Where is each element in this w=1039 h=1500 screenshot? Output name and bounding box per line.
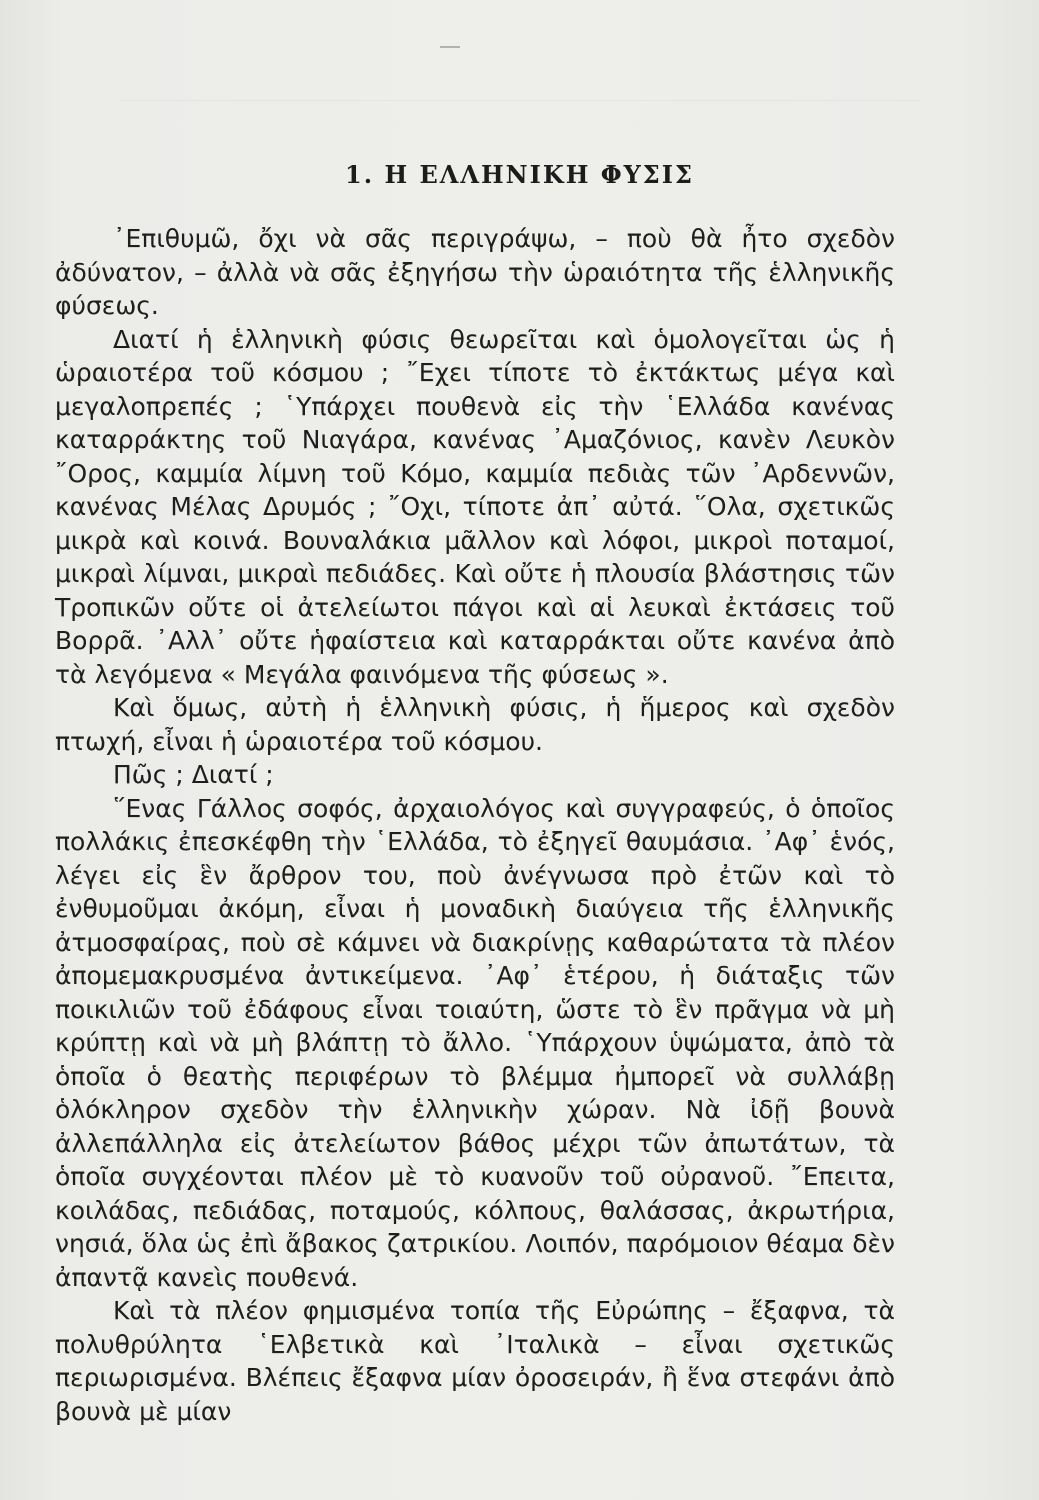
chapter-title: 1. Η ΕΛΛΗΝΙΚΗ ΦΥΣΙΣ [345,160,694,189]
bleed-through-mark [440,46,460,48]
bleed-through-header [120,60,920,101]
paragraph: Καὶ ὅμως, αὐτὴ ἡ ἑλληνικὴ φύσις, ἡ ἥμερος καὶ σχεδὸν πτωχή, εἶναι ἡ ὡραιοτέρα τοῦ κόσμου. [55,693,895,756]
paragraph: ῞Ενας Γάλλος σοφός, ἀρχαιολόγος καὶ συγγραφεύς, ὁ ὁποῖος πολλάκις ἐπεσκέφθη τὴν ῾Ελλάδα, τὸ ἐξηγεῖ θαυμάσια. ᾿Αφ᾿ ἑνός, λέγει εἰς ἓν ἄρθρον του, ποὺ ἀνέγνωσα πρὸ ἐτῶν καὶ τὸ ἐνθυμοῦμαι ἀκόμη, εἶναι ἡ μοναδικὴ διαύγεια τῆς ἑλληνικῆς ἀτμοσφαίρας, ποὺ σὲ κάμνει νὰ διακρίνῃς καθαρώτατα τὰ πλέον ἀπομεμακρυσμένα ἀντικείμενα. ᾿Αφ᾿ ἑτέρου, ἡ διάταξις τῶν ποικιλιῶν τοῦ ἐδάφους εἶναι τοιαύτη, ὥστε τὸ ἓν πρᾶγμα νὰ μὴ κρύπτῃ καὶ νὰ μὴ βλάπτῃ τὸ ἄλλο. ῾Υπάρχουν ὑψώματα, ἀπὸ τὰ ὁποῖα ὁ θεατὴς περιφέρων τὸ βλέμμα ἠμπορεῖ νὰ συλλάβῃ ὁλόκληρον σχεδὸν τὴν ἑλληνικὴν χώραν. Νὰ ἰδῇ βουνὰ ἀλλεπάλληλα εἰς ἀτελείωτον βάθος μέχρι τῶν ἀπωτάτων, τὰ ὁποῖα συγχέονται πλέον μὲ τὸ κυανοῦν τοῦ οὐρανοῦ. ῎Επειτα, κοιλάδας, πεδιάδας, ποταμούς, κόλπους, θαλάσσας, ἀκρωτήρια, νησιά, ὅλα ὡς ἐπὶ ἄβακος ζατρικίου. Λοιπόν, παρόμοιον θέαμα δὲν ἀπαντᾷ κανεὶς πουθενά. [55,793,895,1292]
paragraph: Διατί ἡ ἑλληνικὴ φύσις θεωρεῖται καὶ ὁμολογεῖται ὡς ἡ ὡραιοτέρα τοῦ κόσμου ; ῎Εχει τίποτε τὸ ἐκτάκτως μέγα καὶ μεγαλοπρεπές ; ῾Υπάρχει πουθενὰ εἰς τὴν ῾Ελλάδα κανένας καταρράκτης τοῦ Νιαγάρα, κανένας ᾿Αμαζόνιος, κανὲν Λευκὸν ῎Ορος, καμμία λίμνη τοῦ Κόμο, καμμία πεδιὰς τῶν ᾿Αρδεννῶν, κανένας Μέλας Δρυμός ; ῎Οχι, τίποτε ἀπ᾿ αὐτά. ῞Ολα, σχετικῶς μικρὰ καὶ κοινά. Βουναλάκια μᾶλλον καὶ λόφοι, μικροὶ ποταμοί, μικραὶ λίμναι, μικραὶ πεδιάδες. Καὶ οὔτε ἡ πλουσία βλάστησις τῶν Τροπικῶν οὔτε οἱ ἀτελείωτοι πάγοι καὶ αἱ λευκαὶ ἐκτάσεις τοῦ Βορρᾶ. ᾿Αλλ᾿ οὔτε ἡφαίστεια καὶ καταρράκται οὔτε κανένα ἀπὸ τὰ λεγόμενα « Μεγάλα φαινόμενα τῆς φύσεως ». [55,324,895,689]
paragraph: ᾿Επιθυμῶ, ὄχι νὰ σᾶς περιγράψω, – ποὺ θὰ ἦτο σχεδὸν ἀδύνατον, – ἀλλὰ νὰ σᾶς ἐξηγήσω τὴν ὡραιότητα τῆς ἑλληνικῆς φύσεως. [55,224,895,320]
paragraph: Πῶς ; Διατί ; [113,760,274,789]
paragraph: Καὶ τὰ πλέον φημισμένα τοπία τῆς Εὐρώπης – ἔξαφνα, τὰ πολυθρύλητα ῾Ελβετικὰ καὶ ᾿Ιταλικὰ – εἶναι σχετικῶς περιωρισμένα. Βλέπεις ἔξαφνα μίαν ὀροσειράν, ἢ ἕνα στεφάνι ἀπὸ βουνὰ μὲ μίαν [55,1296,895,1426]
body-text [55,222,895,1428]
